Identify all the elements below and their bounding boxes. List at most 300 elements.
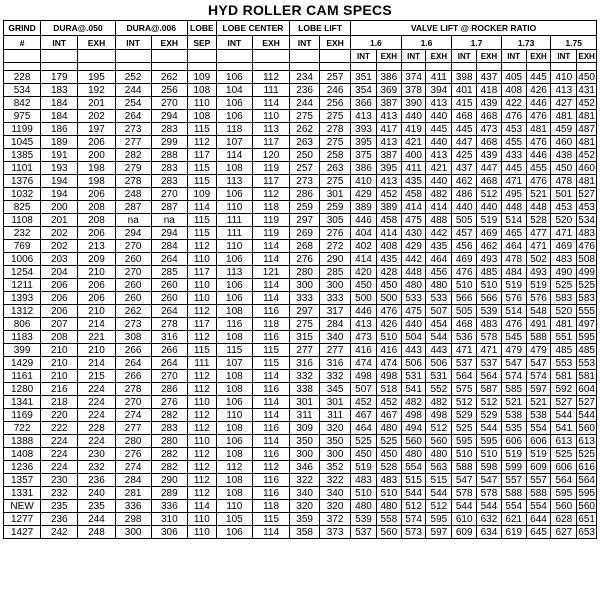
table-cell: 468 bbox=[477, 136, 502, 149]
table-cell: 452 bbox=[578, 97, 595, 109]
table-cell: 505 bbox=[452, 214, 477, 227]
table-cell: 283 bbox=[151, 162, 187, 175]
table-cell: 476 bbox=[452, 266, 477, 279]
table-row bbox=[4, 227, 597, 240]
table-cell: 447 bbox=[477, 162, 502, 175]
lobe-lift-header: LOBE LIFT bbox=[290, 21, 351, 36]
table-cell: 240 bbox=[78, 487, 115, 500]
table-cell: 456 bbox=[452, 240, 477, 253]
ratio-4-int-header: INT bbox=[501, 50, 526, 63]
ratio-2-int-header: INT bbox=[401, 50, 426, 63]
table-cell: 527 bbox=[551, 396, 577, 409]
table-cell: 415 bbox=[452, 97, 477, 110]
grind-cell: 1331 bbox=[4, 487, 41, 500]
table-cell: 115 bbox=[252, 344, 289, 357]
table-cell: 206 bbox=[78, 136, 115, 149]
table-cell: 112 bbox=[252, 461, 289, 474]
table-cell: 458 bbox=[401, 188, 426, 201]
table-cell: 599 bbox=[501, 461, 526, 474]
table-cell: 206 bbox=[78, 188, 115, 201]
table-cell: 278 bbox=[151, 318, 187, 331]
table-cell: 440 bbox=[477, 201, 502, 214]
grind-cell: 1341 bbox=[4, 396, 41, 409]
table-cell: 414 bbox=[426, 201, 452, 214]
table-cell: 414 bbox=[376, 227, 401, 240]
table-cell: 395 bbox=[376, 162, 401, 175]
table-cell: 597 bbox=[426, 526, 452, 539]
table-cell: 528 bbox=[376, 461, 401, 474]
table-cell: 544 bbox=[426, 487, 452, 500]
grind-header: GRIND bbox=[4, 21, 41, 36]
table-cell: 273 bbox=[290, 175, 320, 188]
table-cell: 263 bbox=[320, 162, 351, 175]
table-cell: 264 bbox=[151, 357, 187, 370]
table-cell: 616 bbox=[578, 461, 595, 473]
table-cell: 498 bbox=[351, 370, 377, 383]
table-cell: 110 bbox=[252, 110, 289, 123]
table-cell: 480 bbox=[401, 279, 426, 292]
table-cell: 114 bbox=[252, 97, 289, 110]
table-cell: 110 bbox=[216, 409, 252, 422]
table-cell: 506 bbox=[426, 357, 452, 370]
table-cell: 111 bbox=[216, 227, 252, 240]
table-cell: 450 bbox=[376, 279, 401, 292]
table-cell: 114 bbox=[252, 396, 289, 409]
table-cell: 280 bbox=[290, 266, 320, 279]
table-cell: 274 bbox=[115, 409, 151, 422]
table-cell: 499 bbox=[578, 266, 595, 278]
table-cell: 300 bbox=[290, 448, 320, 461]
table-cell: 421 bbox=[401, 136, 426, 149]
grind-cell: 722 bbox=[4, 422, 41, 435]
table-cell: 448 bbox=[401, 266, 426, 279]
table-cell: 471 bbox=[501, 175, 526, 188]
table-cell: 469 bbox=[551, 240, 577, 253]
grind-cell: 1045 bbox=[4, 136, 41, 149]
table-row bbox=[4, 188, 597, 201]
table-cell: 283 bbox=[151, 123, 187, 136]
table-cell: 114 bbox=[252, 253, 289, 266]
table-cell: 440 bbox=[401, 318, 426, 331]
table-cell: 410 bbox=[351, 175, 377, 188]
table-cell: 110 bbox=[216, 201, 252, 214]
table-cell: 435 bbox=[401, 175, 426, 188]
table-cell: 114 bbox=[252, 292, 289, 305]
table-cell: 537 bbox=[477, 357, 502, 370]
table-cell: 484 bbox=[501, 266, 526, 279]
table-cell: 505 bbox=[452, 305, 477, 318]
table-cell: 230 bbox=[41, 474, 78, 487]
table-cell: 464 bbox=[501, 240, 526, 253]
table-cell: 519 bbox=[351, 461, 377, 474]
table-cell: 606 bbox=[526, 435, 551, 448]
table-cell: 110 bbox=[187, 513, 216, 526]
table-row bbox=[4, 149, 597, 162]
spacer-cell bbox=[351, 63, 377, 71]
table-cell: 421 bbox=[426, 162, 452, 175]
table-cell: 544 bbox=[477, 500, 502, 513]
ratio-3-exh-header: EXH bbox=[477, 50, 502, 63]
table-cell: 446 bbox=[351, 214, 377, 227]
table-cell: 112 bbox=[187, 487, 216, 500]
table-cell: 512 bbox=[477, 188, 502, 201]
table-cell: 112 bbox=[187, 422, 216, 435]
table-cell: 116 bbox=[252, 331, 289, 344]
table-cell: 106 bbox=[216, 526, 252, 539]
table-cell: 116 bbox=[252, 383, 289, 396]
table-cell: 554 bbox=[401, 461, 426, 474]
table-cell: 544 bbox=[401, 487, 426, 500]
table-cell: 560 bbox=[551, 500, 577, 513]
table-row bbox=[4, 435, 597, 448]
table-cell: 210 bbox=[78, 344, 115, 357]
table-cell: 244 bbox=[115, 84, 151, 97]
table-cell: 482 bbox=[426, 188, 452, 201]
grind-cell: 1277 bbox=[4, 513, 41, 526]
table-row bbox=[4, 474, 597, 487]
table-cell: 485 bbox=[578, 344, 595, 356]
table-cell: 309 bbox=[290, 422, 320, 435]
table-cell: 108 bbox=[216, 370, 252, 383]
table-cell: 262 bbox=[151, 71, 187, 84]
spacer-cell bbox=[115, 63, 151, 71]
table-cell: 214 bbox=[78, 357, 115, 370]
table-cell: 269 bbox=[290, 227, 320, 240]
table-row bbox=[4, 162, 597, 175]
table-cell: 512 bbox=[477, 396, 502, 409]
table-cell: 108 bbox=[216, 305, 252, 318]
table-cell: 112 bbox=[187, 409, 216, 422]
table-cell: 316 bbox=[290, 357, 320, 370]
grind-cell: 842 bbox=[4, 97, 41, 110]
table-cell: 609 bbox=[526, 461, 551, 474]
table-cell: 108 bbox=[216, 383, 252, 396]
table-cell: 401 bbox=[452, 84, 477, 97]
table-cell: 209 bbox=[78, 253, 115, 266]
table-cell: 350 bbox=[290, 435, 320, 448]
table-cell: 112 bbox=[187, 370, 216, 383]
table-cell: 114 bbox=[252, 370, 289, 383]
subhead-blank bbox=[78, 50, 115, 63]
table-cell: 442 bbox=[426, 227, 452, 240]
table-cell: 588 bbox=[526, 487, 551, 500]
table-cell: 336 bbox=[151, 500, 187, 513]
table-cell: 653 bbox=[578, 526, 595, 538]
table-cell: 527 bbox=[578, 188, 595, 200]
table-cell: 285 bbox=[151, 266, 187, 279]
table-cell: 634 bbox=[477, 526, 502, 539]
table-cell: 114 bbox=[216, 149, 252, 162]
table-cell: 416 bbox=[376, 344, 401, 357]
spacer-cell bbox=[216, 63, 252, 71]
table-cell: 420 bbox=[351, 266, 377, 279]
grind-cell: 1376 bbox=[4, 175, 41, 188]
table-cell: 502 bbox=[526, 253, 551, 266]
table-cell: 410 bbox=[551, 71, 577, 84]
table-cell: 117 bbox=[187, 318, 216, 331]
table-cell: 115 bbox=[187, 123, 216, 136]
table-cell: 108 bbox=[187, 84, 216, 97]
table-cell: 402 bbox=[351, 240, 377, 253]
page-title: HYD ROLLER CAM SPECS bbox=[207, 2, 393, 18]
table-cell: 473 bbox=[477, 123, 502, 136]
table-cell: 300 bbox=[320, 448, 351, 461]
table-cell: 322 bbox=[320, 474, 351, 487]
table-cell: 311 bbox=[290, 409, 320, 422]
grind-cell: 806 bbox=[4, 318, 41, 331]
ratio-1-exh-header: EXH bbox=[376, 50, 401, 63]
table-cell: 300 bbox=[290, 279, 320, 292]
table-cell: 275 bbox=[290, 110, 320, 123]
table-cell: 583 bbox=[551, 292, 577, 305]
table-cell: 206 bbox=[78, 279, 115, 292]
table-cell: 301 bbox=[320, 396, 351, 409]
table-cell: 220 bbox=[41, 409, 78, 422]
table-cell: 606 bbox=[551, 461, 577, 474]
table-cell: 284 bbox=[115, 474, 151, 487]
table-cell: 469 bbox=[477, 227, 502, 240]
table-cell: 351 bbox=[351, 71, 377, 84]
table-cell: 118 bbox=[252, 201, 289, 214]
table-cell: 455 bbox=[501, 136, 526, 149]
table-cell: 585 bbox=[501, 383, 526, 396]
table-cell: 521 bbox=[501, 396, 526, 409]
table-cell: 117 bbox=[252, 175, 289, 188]
table-cell: 112 bbox=[187, 474, 216, 487]
table-cell: 108 bbox=[187, 110, 216, 123]
table-cell: 534 bbox=[578, 214, 595, 226]
table-cell: 645 bbox=[526, 526, 551, 539]
table-cell: 373 bbox=[320, 526, 351, 539]
grind-cell: 1236 bbox=[4, 461, 41, 474]
table-cell: 106 bbox=[216, 188, 252, 201]
table-cell: 108 bbox=[216, 448, 252, 461]
ratio-header-1: 1.6 bbox=[351, 36, 402, 50]
table-cell: 112 bbox=[187, 331, 216, 344]
table-cell: 117 bbox=[187, 266, 216, 279]
table-cell: 346 bbox=[290, 461, 320, 474]
table-cell: 316 bbox=[151, 331, 187, 344]
table-cell: 439 bbox=[477, 97, 502, 110]
table-cell: 521 bbox=[526, 188, 551, 201]
lobe-header: LOBE bbox=[187, 21, 216, 36]
table-cell: 476 bbox=[526, 110, 551, 123]
table-cell: 272 bbox=[320, 240, 351, 253]
table-cell: 112 bbox=[252, 188, 289, 201]
table-cell: 610 bbox=[452, 513, 477, 526]
table-cell: 287 bbox=[151, 201, 187, 214]
table-cell: 606 bbox=[501, 435, 526, 448]
table-cell: 115 bbox=[187, 175, 216, 188]
table-cell: 336 bbox=[115, 500, 151, 513]
table-cell: 263 bbox=[290, 136, 320, 149]
table-cell: 260 bbox=[151, 292, 187, 305]
grind-cell: 1169 bbox=[4, 409, 41, 422]
table-cell: 525 bbox=[578, 279, 595, 291]
table-cell: 476 bbox=[526, 136, 551, 149]
table-cell: 110 bbox=[187, 253, 216, 266]
table-cell: 106 bbox=[216, 97, 252, 110]
table-cell: 216 bbox=[41, 383, 78, 396]
table-cell: 519 bbox=[501, 448, 526, 461]
table-cell: 525 bbox=[351, 435, 377, 448]
table-cell: 282 bbox=[151, 409, 187, 422]
grind-cell: 1108 bbox=[4, 214, 41, 227]
table-cell: 112 bbox=[252, 71, 289, 84]
table-cell: 510 bbox=[477, 448, 502, 461]
table-cell: 442 bbox=[401, 253, 426, 266]
table-cell: 277 bbox=[115, 136, 151, 149]
table-cell: 498 bbox=[426, 409, 452, 422]
table-cell: 117 bbox=[252, 136, 289, 149]
table-cell: 244 bbox=[290, 97, 320, 110]
table-cell: 206 bbox=[41, 292, 78, 305]
table-cell: 111 bbox=[187, 357, 216, 370]
table-cell: 208 bbox=[78, 214, 115, 227]
table-cell: 301 bbox=[320, 188, 351, 201]
grind-cell: 1101 bbox=[4, 162, 41, 175]
grind-cell: 1199 bbox=[4, 123, 41, 136]
table-cell: 259 bbox=[290, 201, 320, 214]
table-cell: 539 bbox=[477, 305, 502, 318]
table-cell: 457 bbox=[452, 227, 477, 240]
table-cell: 300 bbox=[320, 279, 351, 292]
table-cell: 537 bbox=[452, 357, 477, 370]
table-cell: 306 bbox=[151, 526, 187, 539]
table-cell: 651 bbox=[578, 513, 595, 525]
table-cell: 297 bbox=[290, 305, 320, 318]
table-cell: 224 bbox=[78, 383, 115, 396]
table-cell: 110 bbox=[187, 292, 216, 305]
table-cell: 448 bbox=[526, 201, 551, 214]
table-cell: 429 bbox=[401, 240, 426, 253]
table-cell: 480 bbox=[351, 500, 377, 513]
table-cell: 277 bbox=[115, 422, 151, 435]
table-cell: 234 bbox=[290, 71, 320, 84]
table-cell: 560 bbox=[376, 526, 401, 539]
table-cell: 113 bbox=[252, 123, 289, 136]
table-cell: 453 bbox=[501, 123, 526, 136]
table-cell: 413 bbox=[426, 149, 452, 162]
table-cell: 119 bbox=[252, 162, 289, 175]
table-cell: 460 bbox=[551, 136, 577, 149]
table-cell: 278 bbox=[115, 383, 151, 396]
ratio-2-exh-header: EXH bbox=[426, 50, 452, 63]
table-row bbox=[4, 240, 597, 253]
table-cell: 345 bbox=[320, 383, 351, 396]
table-cell: 531 bbox=[401, 370, 426, 383]
table-cell: 471 bbox=[477, 344, 502, 357]
grind-cell: 1254 bbox=[4, 266, 41, 279]
table-cell: 115 bbox=[187, 162, 216, 175]
table-cell: 118 bbox=[252, 318, 289, 331]
table-cell: 386 bbox=[376, 71, 401, 84]
table-cell: 252 bbox=[115, 71, 151, 84]
table-cell: 481 bbox=[578, 175, 595, 187]
table-cell: 510 bbox=[452, 279, 477, 292]
table-cell: 310 bbox=[151, 513, 187, 526]
table-cell: 452 bbox=[376, 396, 401, 409]
table-cell: 445 bbox=[426, 123, 452, 136]
table-row bbox=[4, 136, 597, 149]
table-cell: 485 bbox=[551, 344, 577, 357]
table-cell: 535 bbox=[501, 422, 526, 435]
table-cell: 560 bbox=[578, 422, 595, 434]
table-cell: 443 bbox=[426, 344, 452, 357]
table-cell: 301 bbox=[290, 396, 320, 409]
table-cell: 528 bbox=[526, 214, 551, 227]
ratio-header-5: 1.75 bbox=[551, 36, 597, 50]
table-row bbox=[4, 513, 597, 526]
table-row bbox=[4, 279, 597, 292]
table-cell: 105 bbox=[216, 513, 252, 526]
table-cell: 471 bbox=[526, 240, 551, 253]
table-cell: 520 bbox=[551, 305, 577, 318]
lobe-sep-header: SEP bbox=[187, 36, 216, 50]
table-cell: 510 bbox=[477, 279, 502, 292]
table-cell: 547 bbox=[452, 474, 477, 487]
table-cell: 264 bbox=[115, 110, 151, 123]
table-row bbox=[4, 318, 597, 331]
table-cell: 418 bbox=[477, 84, 502, 97]
table-cell: 453 bbox=[578, 201, 595, 213]
table-cell: 248 bbox=[115, 188, 151, 201]
table-cell: 555 bbox=[578, 305, 595, 317]
table-cell: 447 bbox=[452, 136, 477, 149]
table-cell: 186 bbox=[41, 123, 78, 136]
table-cell: 413 bbox=[551, 84, 577, 97]
table-cell: 576 bbox=[501, 292, 526, 305]
table-cell: 203 bbox=[41, 253, 78, 266]
table-cell: 332 bbox=[320, 370, 351, 383]
table-cell: 218 bbox=[41, 396, 78, 409]
table-cell: 118 bbox=[216, 123, 252, 136]
subhead-blank bbox=[216, 50, 252, 63]
table-cell: 378 bbox=[401, 84, 426, 97]
table-cell: 450 bbox=[578, 71, 595, 83]
table-cell: 208 bbox=[41, 331, 78, 344]
table-cell: 114 bbox=[252, 435, 289, 448]
table-cell: 481 bbox=[551, 318, 577, 331]
table-cell: 476 bbox=[526, 175, 551, 188]
table-cell: 194 bbox=[41, 175, 78, 188]
table-cell: 483 bbox=[578, 227, 595, 239]
table-cell: 467 bbox=[376, 409, 401, 422]
table-cell: 284 bbox=[320, 318, 351, 331]
table-cell: 414 bbox=[351, 253, 377, 266]
table-cell: 539 bbox=[351, 513, 377, 526]
table-cell: 354 bbox=[351, 84, 377, 97]
table-cell: 427 bbox=[551, 97, 577, 110]
table-cell: 109 bbox=[187, 188, 216, 201]
table-cell: 558 bbox=[376, 513, 401, 526]
ratio-3-int-header: INT bbox=[452, 50, 477, 63]
table-cell: 224 bbox=[78, 435, 115, 448]
table-cell: 106 bbox=[216, 253, 252, 266]
table-cell: 115 bbox=[252, 513, 289, 526]
table-cell: 531 bbox=[426, 370, 452, 383]
table-cell: 320 bbox=[290, 500, 320, 513]
table-cell: 428 bbox=[376, 266, 401, 279]
table-cell: 483 bbox=[551, 253, 577, 266]
table-row bbox=[4, 370, 597, 383]
table-cell: 560 bbox=[401, 435, 426, 448]
table-cell: 108 bbox=[216, 422, 252, 435]
table-cell: 529 bbox=[452, 409, 477, 422]
table-cell: 257 bbox=[320, 71, 351, 84]
subhead-blank bbox=[151, 50, 187, 63]
dura050-int-header: INT bbox=[41, 36, 78, 50]
